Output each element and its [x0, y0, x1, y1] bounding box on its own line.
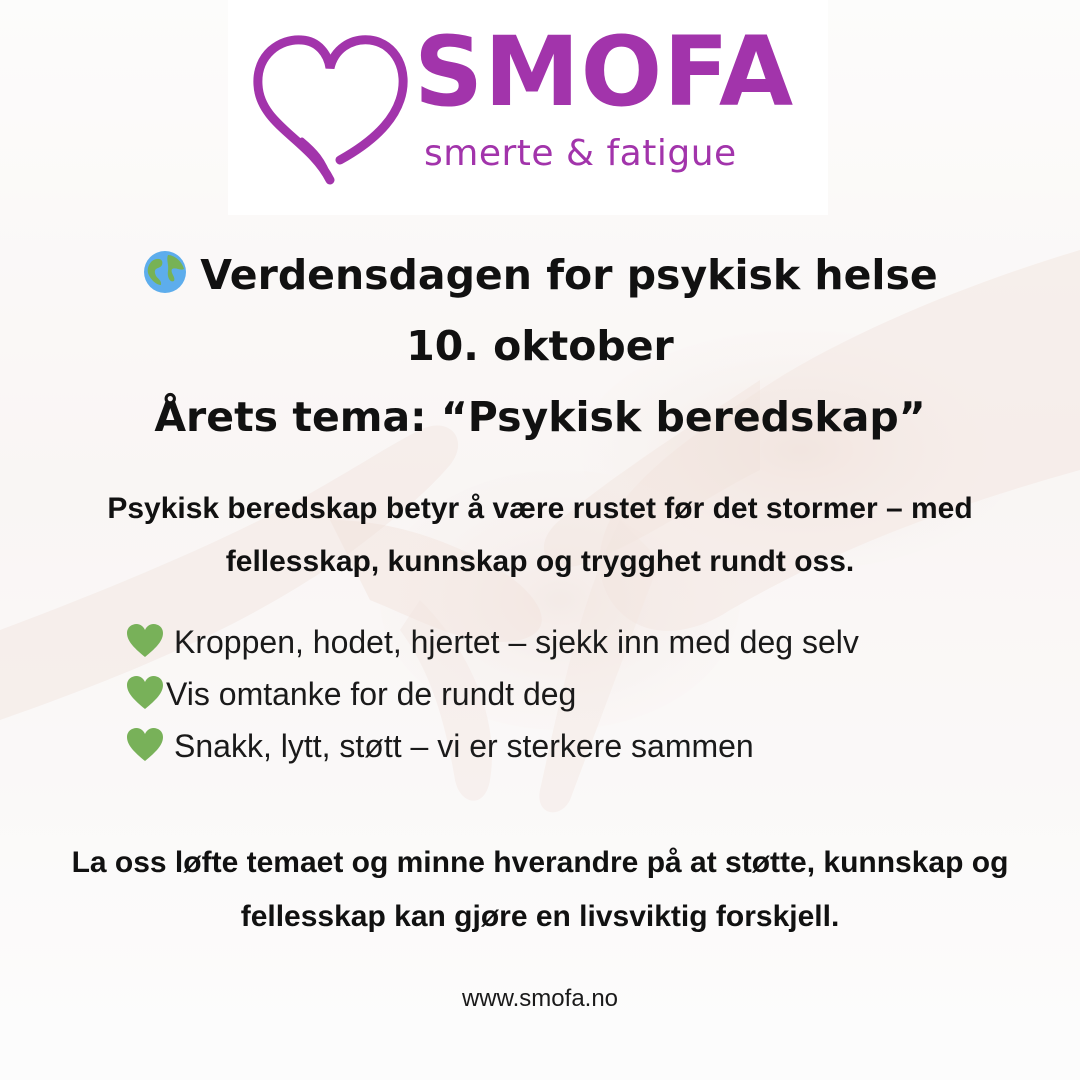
- list-item: [126, 616, 1006, 668]
- website-link[interactable]: www.smofa.no: [461, 985, 619, 1012]
- intro-paragraph: Psykisk beredskap betyr å være rustet før det stormer – med fellesskap, kunnskap og trygghet rundt oss.: [107, 492, 973, 578]
- bullet-text: Vis omtanke for de rundt deg: [166, 676, 577, 712]
- heart-outline-icon: [250, 30, 410, 190]
- bullet-text: Snakk, lytt, støtt – vi er sterkere sammen: [174, 728, 754, 764]
- closing-paragraph: La oss løfte temaet og minne hverandre på at støtte, kunnskap og fellesskap kan gjøre en livsviktig forskjell.: [71, 846, 1009, 933]
- green-heart-icon: [126, 623, 164, 659]
- list-item: [126, 720, 1006, 772]
- headline: [0, 240, 1080, 453]
- smofa-logo: [228, 0, 828, 215]
- brand-tagline: smerte & fatigue: [424, 133, 737, 174]
- green-heart-icon: [126, 727, 164, 763]
- headline-line-1: [0, 240, 1080, 311]
- event-date: 10. oktober: [406, 322, 674, 370]
- bullet-text: Kroppen, hodet, hjertet – sjekk inn med deg selv: [174, 624, 859, 660]
- brand-name: SMOFA: [414, 16, 795, 128]
- list-item: [126, 668, 1006, 720]
- globe-icon: [142, 249, 188, 295]
- green-heart-icon: [126, 675, 164, 711]
- bullet-list: [126, 616, 1006, 772]
- event-theme: Årets tema: “Psykisk beredskap”: [154, 393, 926, 441]
- event-title: Verdensdagen for psykisk helse: [200, 251, 938, 299]
